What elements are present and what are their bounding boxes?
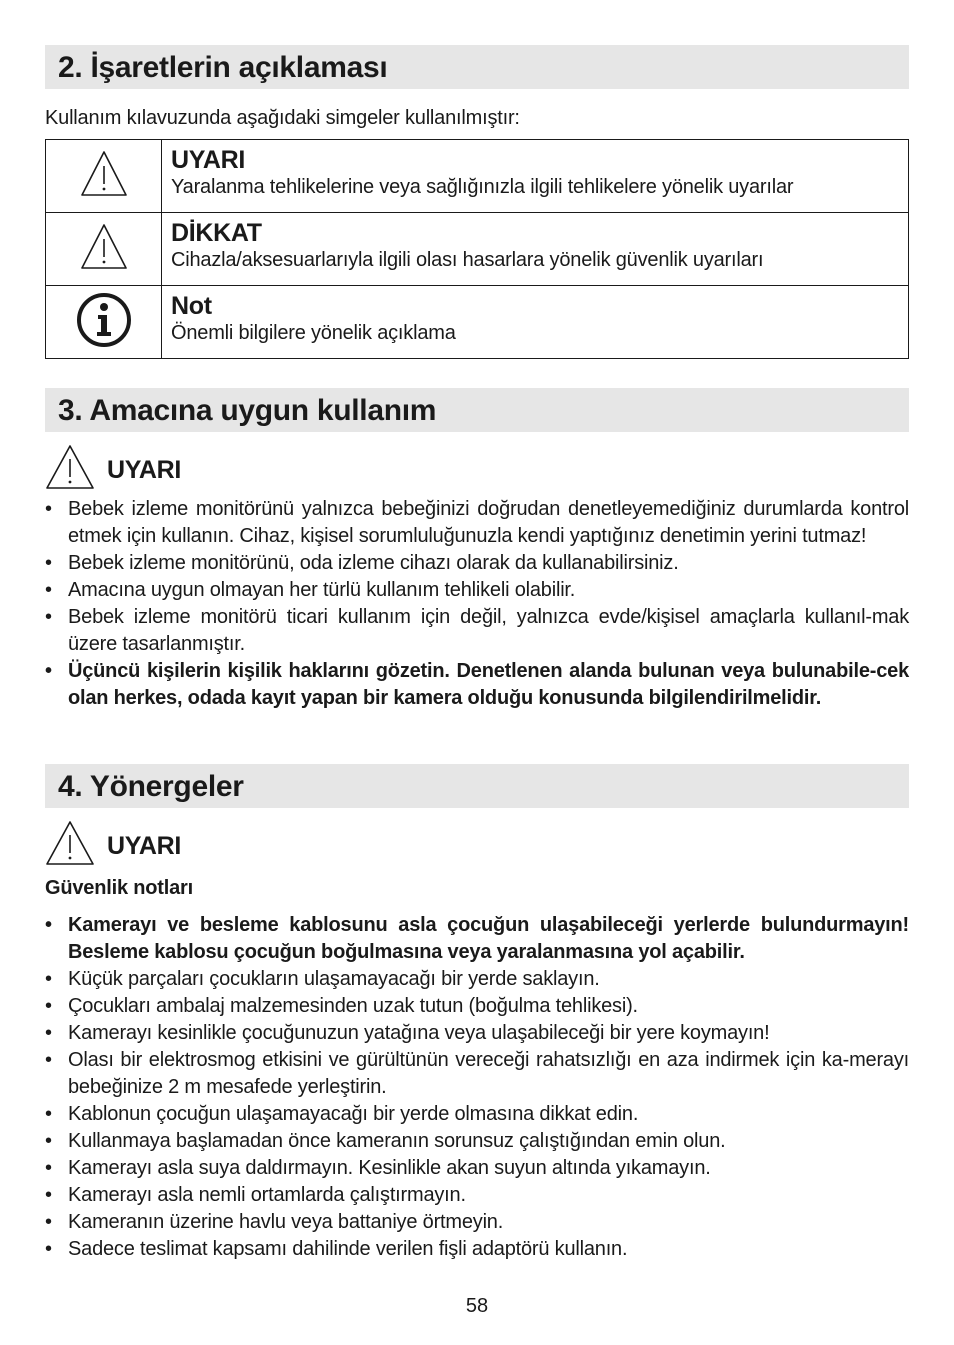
list-item: • Bebek izleme monitörü ticari kullanım için değil, yalnızca evde/kişisel amaçlarla kullanıl-mak üzere tasarlanmıştır. bbox=[45, 604, 909, 658]
list-item: • Kamerayı asla suya daldırmayın. Kesinlikle akan suyun altında yıkamayın. bbox=[45, 1155, 909, 1182]
caution-triangle-icon bbox=[79, 222, 129, 272]
list-item: • Küçük parçaları çocukların ulaşamayacağı bir yerde saklayın. bbox=[45, 966, 909, 993]
symbol-desc-note: Önemli bilgilere yönelik açıklama bbox=[171, 322, 456, 344]
symbol-row-note bbox=[46, 286, 909, 359]
info-circle-icon bbox=[76, 292, 132, 348]
list-item: • Kullanmaya başlamadan önce kameranın sorunsuz çalıştığından emin olun. bbox=[45, 1128, 909, 1155]
symbol-row-caution bbox=[46, 213, 909, 286]
symbol-desc-warning: Yaralanma tehlikelerine veya sağlığınızla ilgili tehlikelere yönelik uyarılar bbox=[171, 176, 794, 198]
warning-triangle-icon bbox=[79, 149, 129, 199]
list-item: • Kamerayı asla nemli ortamlarda çalıştırmayın. bbox=[45, 1182, 909, 1209]
list-item: • Üçüncü kişilerin kişilik haklarını gözetin. Denetlenen alanda bulunan veya bulunabile-cek olan herkes, odada kayıt yapan bir kamera olduğu konusunda bilgilendirilmelidir. bbox=[45, 658, 909, 712]
section-4-list bbox=[45, 912, 909, 1263]
section-4-warning-label: UYARI bbox=[107, 832, 181, 860]
section-3-heading: 3. Amacına uygun kullanım bbox=[45, 388, 909, 432]
list-item: • Amacına uygun olmayan her türlü kullanım tehlikeli olabilir. bbox=[45, 577, 909, 604]
symbol-title-caution: DİKKAT bbox=[171, 219, 262, 247]
section-3-warning-label: UYARI bbox=[107, 456, 181, 484]
warning-triangle-icon bbox=[45, 444, 95, 490]
symbol-row-warning bbox=[46, 140, 909, 213]
list-item: • Çocukları ambalaj malzemesinden uzak tutun (boğulma tehlikesi). bbox=[45, 993, 909, 1020]
list-item: • Sadece teslimat kapsamı dahilinde verilen fişli adaptörü kullanın. bbox=[45, 1236, 909, 1263]
symbol-title-note: Not bbox=[171, 292, 212, 320]
symbol-desc-caution: Cihazla/aksesuarlarıyla ilgili olası hasarlara yönelik güvenlik uyarıları bbox=[171, 249, 764, 271]
symbol-title-warning: UYARI bbox=[171, 146, 245, 174]
symbols-table bbox=[45, 139, 909, 359]
warning-triangle-icon bbox=[45, 820, 95, 866]
list-item: • Bebek izleme monitörünü yalnızca bebeğinizi doğrudan denetleyemediğiniz durumlarda kontrol etmek için kullanın. Cihaz, kişisel sorumluluğunuzla kendi yaptığınız denetimin yerini tutmaz! bbox=[45, 496, 909, 550]
list-item: • Kamerayı kesinlikle çocuğunuzun yatağına veya ulaşabileceği bir yere koymayın! bbox=[45, 1020, 909, 1047]
section-2-intro: Kullanım kılavuzunda aşağıdaki simgeler kullanılmıştır: bbox=[45, 107, 520, 129]
section-3-list bbox=[45, 496, 909, 712]
list-item: • Kameranın üzerine havlu veya battaniye örtmeyin. bbox=[45, 1209, 909, 1236]
section-4-heading: 4. Yönergeler bbox=[45, 764, 909, 808]
section-2-heading: 2. İşaretlerin açıklaması bbox=[45, 45, 909, 89]
list-item: • Bebek izleme monitörünü, oda izleme cihazı olarak da kullanabilirsiniz. bbox=[45, 550, 909, 577]
safety-notes-subheading: Güvenlik notları bbox=[45, 877, 193, 899]
list-item: • Kamerayı ve besleme kablosunu asla çocuğun ulaşabileceği yerlerde bulundurmayın! Besleme kablosu çocuğun boğulmasına veya yaralanmasına yol açabilir. bbox=[45, 912, 909, 966]
list-item: • Kablonun çocuğun ulaşamayacağı bir yerde olmasına dikkat edin. bbox=[45, 1101, 909, 1128]
list-item: • Olası bir elektrosmog etkisini ve gürültünün vereceği rahatsızlığı en aza indirmek için ka-merayı bebeğinize 2 m mesafede yerleştirin. bbox=[45, 1047, 909, 1101]
page-number: 58 bbox=[465, 1295, 489, 1317]
